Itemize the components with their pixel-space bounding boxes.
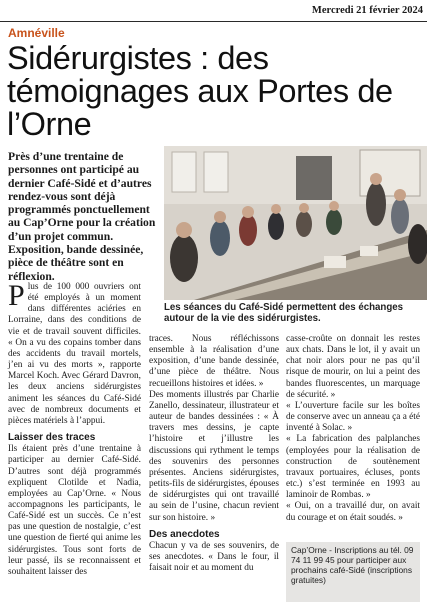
section-kicker: Amnéville [8,26,65,40]
photo-caption: Les séances du Café-Sidé permettent des échanges autour de la vie des sidérurgistes. [164,302,404,325]
article-headline: Sidérurgistes : des témoignages aux Portes de l’Orne [7,40,393,142]
article-photo [164,146,427,300]
paragraph [8,279,141,427]
paragraph: « La fabrication des palplanches (employées pour la réalisation de construction de soutènement travaux portuaires, écluses, ponts etc.) s’est terminée en 1993 au laminoir de Rombas. » [286,434,420,501]
article-column-3 [286,334,420,524]
drop-cap: P [8,279,25,312]
paragraph: casse-croûte on donnait les restes aux chats. Dans le lot, il y avait un chat noir alors pour ne pas qu’il risque de mourir, on lui a peint des bandes fluorescentes, un marquage de sécurité. » [286,334,420,400]
subheading: Des anecdotes [149,528,220,540]
article-lead: Près d’une trentaine de personnes ont participé au dernier Café-Sidé et d’autres rendez-vous sont déjà programmés ponctuellement au Cap’Orne pour la création d’un projet commun. Exposition, bande dessinée, pièce de théâtre sont en réflexion. [8,150,156,283]
paragraph: « L’ouverture facile sur les boîtes de conserve avec un anneau ça a été inventé à Solac. » [286,400,420,434]
article-column-1 [8,279,141,578]
paragraph: Des moments illustrés par Charlie Zanello, dessinateur, illustrateur et auteur de bandes dessinées : « À travers mes dessins, je capte l’histoire et j’illustre les discussions qui rythment le temps des souvenirs des personnes présentes. Anciens sidérurgistes, petits-fils de sidérurgistes, épouses de sidérurgistes qui ont travaillé au sein de l’usine, chacun revient sur son histoire. » [149,389,279,523]
paragraph: Ils étaient près d’une trentaine à participer au dernier Café-Sidé. D’autres sont déjà programmés expliquent Clotilde et Nadia, employées au Cap’Orne. « Nous accompagnons les participants, le Café-Sidé est un succès. Ce n’est pas une question de nostalgie, c’est une question de fierté qui anime les sidérurgistes. Tous sont forts de leur passé, ils se reconnaissent et souhaitent laisser des [8,444,141,577]
meeting-photo-illustration [164,146,427,300]
article-column-2 [149,334,279,574]
info-box: Cap’Orne - Inscriptions au tél. 09 74 11 99 45 pour participer aux prochains café-Sidé (inscriptions gratuites) [286,542,420,602]
paragraph-text: lus de 100 000 ouvriers ont été employés à un moment dans différentes aciéries en Lorraine, dans des conditions de vie et de travail souvent difficiles. « On a vu des copains tomber dans des accidents du travail mortels, j’en ai vu des morts », rapporte Marcel Koch. Avec Gérard Davron, les deux anciens sidérurgistes animent les séances du Café-Sidé avec de nombreux documents et pièces matériels à l’appui. [8,282,141,426]
paragraph: Chacun y va de ses souvenirs, de ses anecdotes. « Dans le four, il faisait noir et au moment du [149,540,279,574]
paragraph: « Oui, on a travaillé dur, on avait du courage et on était soudés. » [286,501,420,523]
subheading: Laisser des traces [8,432,96,444]
paragraph: traces. Nous réfléchissons ensemble à la réalisation d’une exposition, d’une bande dessinée, d’une pièce de théâtre. Nous recueillons histoires et idées. » [149,334,279,389]
header-rule [0,21,427,22]
issue-date: Mercredi 21 février 2024 [311,5,423,16]
